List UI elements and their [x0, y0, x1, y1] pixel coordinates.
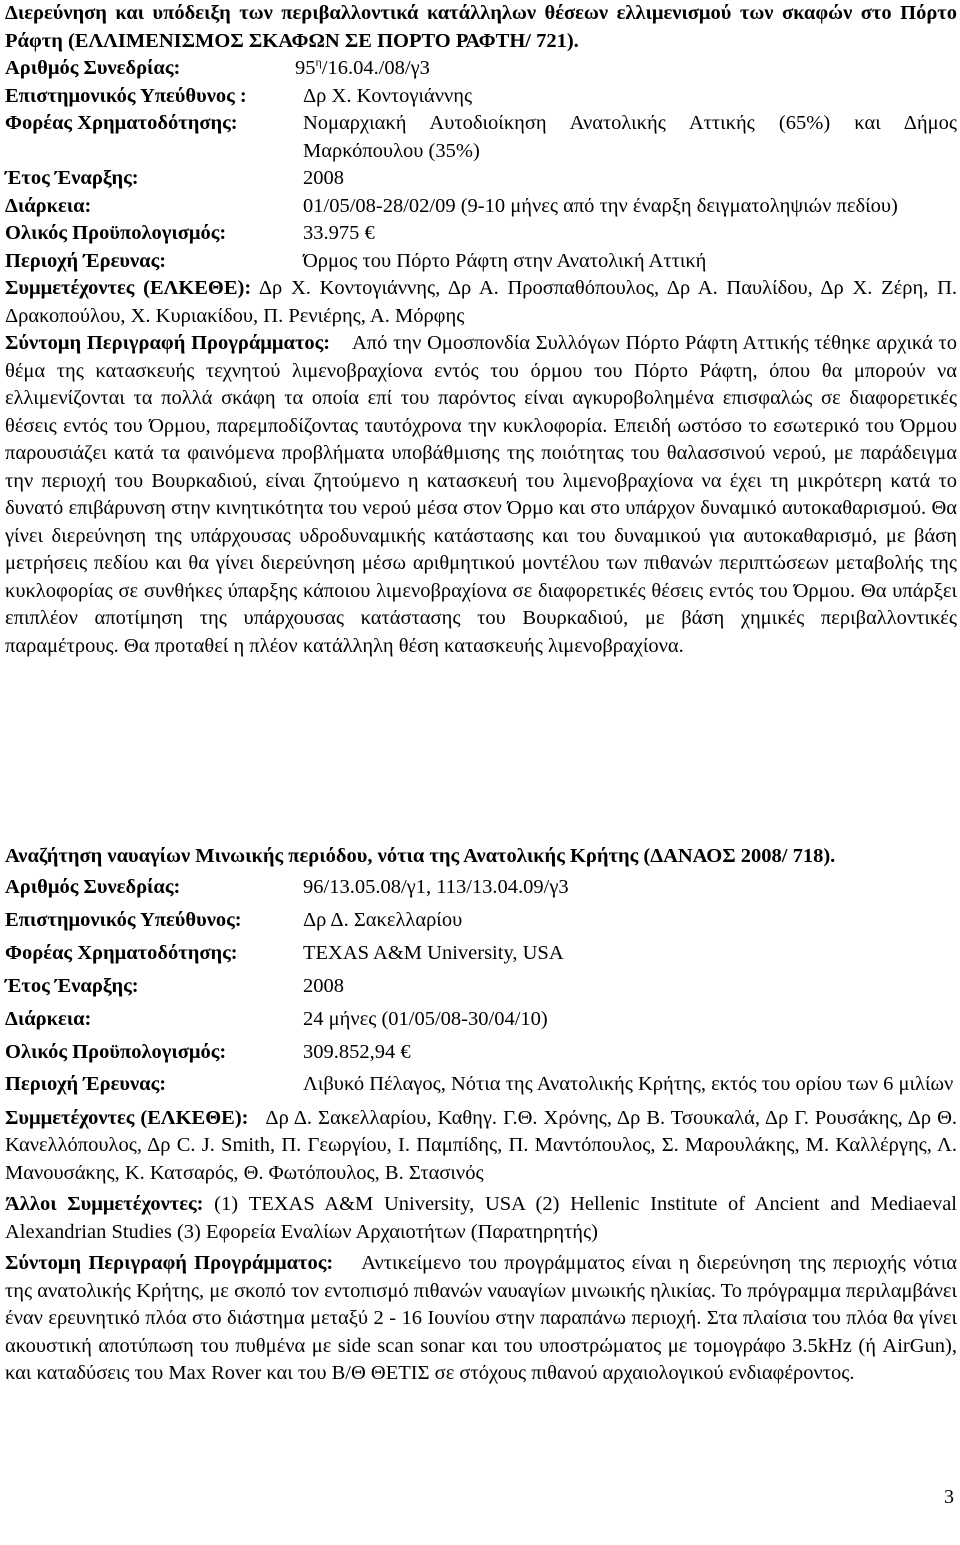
- start-year-row: [5, 970, 957, 1003]
- other-participants-label: Άλλοι Συμμετέχοντες:: [5, 1193, 204, 1215]
- session-label: Αριθμός Συνεδρίας:: [5, 875, 181, 898]
- project-title: Διερεύνηση και υπόδειξη των περιβαλλοντικά κατάλληλων θέσεων ελλιμενισμού των σκαφών στο Πόρτο Ράφτη (ΕΛΛΙΜΕΝΙΣΜΟΣ ΣΚΑΦΩΝ ΣΕ ΠΟΡΤΟ ΡΑΦΤΗ/ 721).: [5, 2, 957, 52]
- participants-label: Συμμετέχοντες (ΕΛΚΕΘΕ):: [5, 1106, 249, 1129]
- budget-value: 33.975 €: [303, 222, 375, 244]
- duration-row: [5, 193, 957, 221]
- summary-paragraph: [5, 330, 957, 660]
- session-value: 96/13.05.08/γ1, 113/13.04.09/γ3: [303, 875, 569, 898]
- summary-label: Σύντομη Περιγραφή Προγράμματος:: [5, 332, 331, 354]
- responsible-label: Επιστημονικός Υπεύθυνος :: [5, 84, 247, 107]
- duration-row: [5, 1003, 957, 1036]
- project-section-2: [5, 843, 957, 1388]
- responsible-value: Δρ Χ. Κοντογιάννης: [303, 84, 473, 107]
- other-participants-value: (1) TEXAS A&M University, USA (2) Hellenic Institute of Ancient and Mediaeval Alexandrian Studies (3) Εφορεία Εναλίων Αρχαιοτήτων (Παρατηρητής): [5, 1193, 957, 1243]
- funding-row: [5, 110, 957, 165]
- project-title: Αναζήτηση ναυαγίων Μινωικής περιόδου, νότια της Ανατολικής Κρήτης (ΔΑΝΑΟΣ 2008/ 718).: [5, 845, 836, 867]
- session-label: Αριθμός Συνεδρίας:: [5, 57, 181, 79]
- page-number: 3: [944, 1486, 954, 1508]
- budget-label: Ολικός Προϋπολογισμός:: [5, 1040, 227, 1063]
- participants-paragraph: [5, 1105, 957, 1188]
- budget-row: [5, 220, 957, 248]
- duration-label: Διάρκεια:: [5, 194, 92, 217]
- other-participants-paragraph: [5, 1191, 957, 1246]
- session-row: [5, 55, 957, 83]
- participants-value: Δρ Χ. Κοντογιάννης, Δρ Α. Προσπαθόπουλος, Δρ Α. Παυλίδου, Δρ Χ. Ζέρη, Π. Δρακοπούλου, Χ. Κυριακίδου, Π. Ρενιέρης, Α. Μόρφης: [5, 277, 957, 327]
- responsible-label: Επιστημονικός Υπεύθυνος:: [5, 908, 242, 931]
- duration-label: Διάρκεια:: [5, 1007, 92, 1030]
- document-page: [5, 0, 958, 1384]
- start-year-value: 2008: [303, 974, 344, 997]
- duration-value: 01/05/08-28/02/09 (9-10 μήνες από την έναρξη δειγματοληψιών πεδίου): [303, 194, 898, 217]
- summary-paragraph: [5, 1250, 957, 1388]
- summary-value: Από την Ομοσπονδία Συλλόγων Πόρτο Ράφτη Αττικής τέθηκε αρχικά το θέμα της κατασκευής τεχνητού λιμενοβραχίονα εντός του όρμου του Πόρτο Ράφτη, όπου θα μπορούν να ελλιμενίζονται τα πολλά σκάφη τα οποία επί του παρόντος είναι αγκυροβολημένα επισφαλώς σε διαφορετικές θέσεις εντός του Όρμου, παρεμποδίζοντας ταυτόχρονα την κυκλοφορία. Επειδή ωστόσο το εσωτερικό του Όρμου παρουσιάζει κατά τα φαινόμενα προβλήματα υποβάθμισης της ποιότητας του θαλασσινού νερού, με παράδειγμα την περιοχή του Βουρκαδιού, είναι ζητούμενο η κατασκευή του λιμενοβραχίονα να έχει τη μικρότερη κατά το δυνατό επιβάρυνση στην κινητικότητα του νερού μέσα στον Όρμο και στο υπάρχον δυναμικό αυτοκαθαρισμού. Θα γίνει διερεύνηση της υπάρχουσας υδροδυναμικής κατάστασης και του δυναμικού για αυτοκαθαρισμό, με βάση μετρήσεις πεδίου και θα γίνει διερεύνηση μέσω αριθμητικού μοντέλου των πιθανών περιπτώσεων μεταβολής της κυκλοφορίας σε συνθήκες ύπαρξης κάποιου λιμενοβραχίονα σε διαφορετικές θέσεις εντός του Όρμου. Θα υπάρξει επιπλέον αποτίμηση της υπάρχουσας κατάστασης του Βουρκαδιού, με βάση χημικές περιβαλλοντικές παραμέτρους. Θα προταθεί η πλέον κατάλληλη θέση κατασκευής λιμενοβραχίονα.: [5, 332, 957, 657]
- participants-value: Δρ Δ. Σακελλαρίου, Καθηγ. Γ.Θ. Χρόνης, Δρ Β. Τσουκαλά, Δρ Γ. Ρουσάκης, Δρ Θ. Κανελλόπουλος, Δρ C. J. Smith, Π. Γεωργίου, Ι. Παμπίδης, Π. Μαντόπουλος, Σ. Μαρουλάκης, Μ. Καλλέργης, Λ. Μανουσάκης, Κ. Κατσαρός, Θ. Φωτόπουλος, Β. Στασινός: [5, 1106, 958, 1184]
- responsible-row: [5, 904, 957, 937]
- summary-label: Σύντομη Περιγραφή Προγράμματος:: [5, 1252, 334, 1274]
- project-section-1: [5, 0, 957, 660]
- session-row: [5, 871, 957, 904]
- budget-value: 309.852,94 €: [303, 1040, 411, 1063]
- area-row: [5, 248, 957, 276]
- start-year-label: Έτος Έναρξης:: [5, 167, 139, 189]
- budget-label: Ολικός Προϋπολογισμός:: [5, 222, 227, 244]
- start-year-row: [5, 165, 957, 193]
- area-value: Λιβυκό Πέλαγος, Νότια της Ανατολικής Κρήτης, εκτός του ορίου των 6 μιλίων: [303, 1072, 954, 1095]
- funding-row: [5, 937, 957, 970]
- area-value: Όρμος του Πόρτο Ράφτη στην Ανατολική Αττική: [303, 249, 707, 272]
- participants-paragraph: [5, 275, 957, 330]
- budget-row: [5, 1036, 957, 1069]
- summary-value: Αντικείμενο του προγράμματος είναι η διερεύνηση της περιοχής νότια της ανατολικής Κρήτης, με σκοπό τον εντοπισμό πιθανών ναυαγίων μινωικής ηλικίας. Το πρόγραμμα περιλαμβάνει έναν ερευνητικό πλόα στο διάστημα μεταξύ 2 - 16 Ιουνίου στην παραπάνω περιοχή. Στα πλαίσια του πλόα θα γίνει ακουστική αποτύπωση του πυθμένα με side scan sonar και του υποστρώματος με τομογράφο 3.5kHz (ή AirGun), και καταδύσεις του Max Rover και του Β/Θ ΘΕΤΙΣ σε στόχους πιθανού αρχαιολογικού ενδιαφέροντος.: [5, 1252, 958, 1384]
- session-value: $95^\eta/16.04./08/\gamma 3$: [295, 55, 430, 79]
- responsible-row: [5, 83, 957, 111]
- area-label: Περιοχή Έρευνας:: [5, 1072, 167, 1095]
- start-year-value: 2008: [303, 167, 344, 189]
- funding-label: Φορέας Χρηματοδότησης:: [5, 941, 238, 964]
- funding-value: Νομαρχιακή Αυτοδιοίκηση Ανατολικής Αττικής (65%) και Δήμος Μαρκόπουλου (35%): [303, 112, 957, 162]
- funding-label: Φορέας Χρηματοδότησης:: [5, 112, 238, 134]
- participants-label: Συμμετέχοντες (ΕΛΚΕΘΕ):: [5, 277, 252, 299]
- duration-value: 24 μήνες (01/05/08-30/04/10): [303, 1007, 548, 1030]
- funding-value: TEXAS A&M University, USA: [303, 941, 564, 964]
- responsible-value: Δρ Δ. Σακελλαρίου: [303, 908, 463, 931]
- area-label: Περιοχή Έρευνας:: [5, 249, 167, 272]
- area-row: [5, 1069, 957, 1099]
- start-year-label: Έτος Έναρξης:: [5, 974, 139, 997]
